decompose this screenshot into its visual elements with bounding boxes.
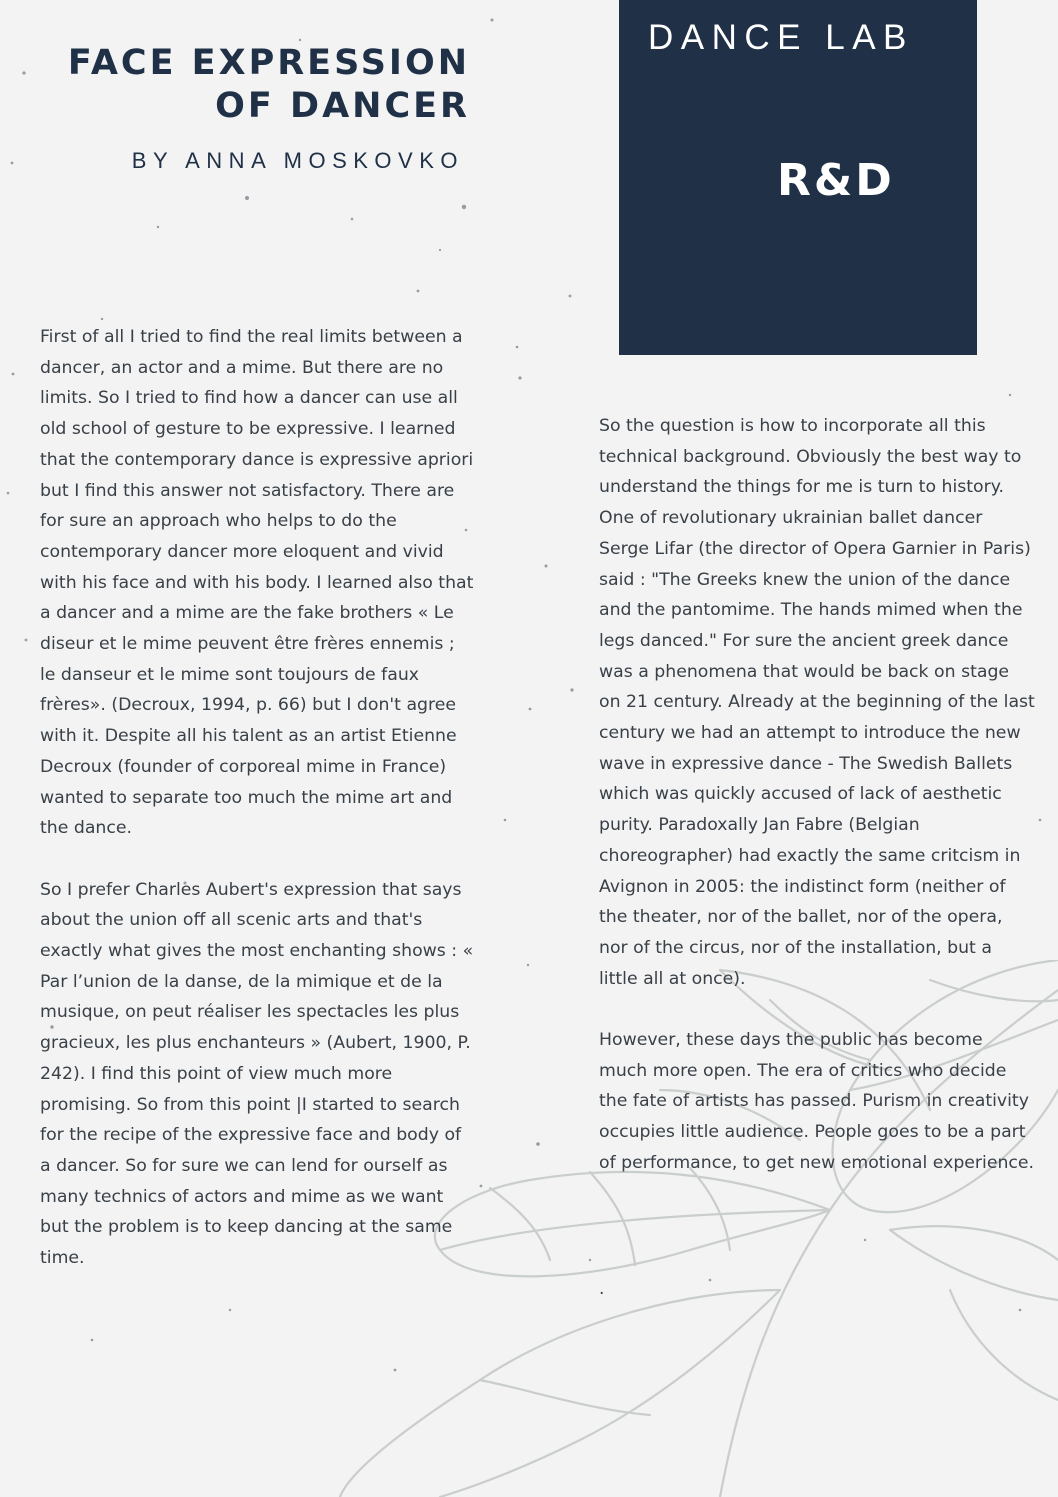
article-title (60, 42, 470, 128)
trailing-mark: . (599, 1279, 605, 1299)
title-line-2: OF DANCER (215, 86, 470, 126)
paragraph: However, these days the public has become much more open. The era of critics who decide the fate of artists has passed. Purism in creativity occupies little audience. People goes to be a part of performance, to get new emotional experience. (599, 1030, 1035, 1173)
author-byline: BY ANNA MOSKOVKO (131, 148, 464, 173)
rd-label: R&D (777, 155, 895, 206)
paragraph: So I prefer Charles Aubert's expression that says about the union off all scenic arts and that's exactly what gives the most enchanting shows : « Par l’union de la danse, de la mimique et de la musique, on peut réaliser les spectacles les plus gracieux, les plus enchanteurs » (Aubert, 1900, P. 242). I find this point of view much more promising. So from this point |I started to search for the recipe of the expressive face and body of a dancer. So for sure we can lend for ourself as many technics of actors and mime as we want but the problem is to keep dancing at the same time. (40, 879, 474, 1269)
title-line-1: FACE EXPRESSION (67, 43, 470, 83)
right-column (599, 411, 1035, 1209)
lab-name: DANCE LAB (648, 18, 914, 57)
paragraph: So the question is how to incorporate all this technical background. Obviously the best way to understand the things for me is turn to history. One of revolutionary ukrainian ballet dancer Serge Lifar (the director of Opera Garnier in Paris) said : "The Greeks knew the union of the dance and the pantomime. The hands mimed when the legs danced." For sure the ancient greek dance was a phenomena that would be back on stage on 21 century. Already at the beginning of the last century we had an attempt to introduce the new wave in expressive dance - The Swedish Ballets which was quickly accused of lack of aesthetic purity. Paradoxally Jan Fabre (Belgian choreographer) had exactly the same critcism in Avignon in 2005: the indistinct form (neither of the theater, nor of the ballet, nor of the opera, nor of the circus, nor of the installation, but a little all at once). (599, 416, 1035, 989)
paragraph: First of all I tried to find the real limits between a dancer, an actor and a mime. But there are no limits. So I tried to find how a dancer can use all old school of gesture to be expressive. I learned that the contemporary dance is expressive apriori but I find this answer not satisfactory. There are for sure an approach who helps to do the contemporary dancer more eloquent and vivid with his face and with his body. I learned also that a dancer and a mime are the fake brothers « Le diseur et le mime peuvent être frères ennemis ; le danseur et le mime sont toujours de faux frères». (Decroux, 1994, p. 66) but I don't agree with it. Despite all his talent as an artist Etienne Decroux (founder of corporeal mime in France) wanted to separate too much the mime art and the dance. (40, 327, 474, 839)
left-column (40, 322, 474, 1304)
brand-block (619, 0, 977, 355)
